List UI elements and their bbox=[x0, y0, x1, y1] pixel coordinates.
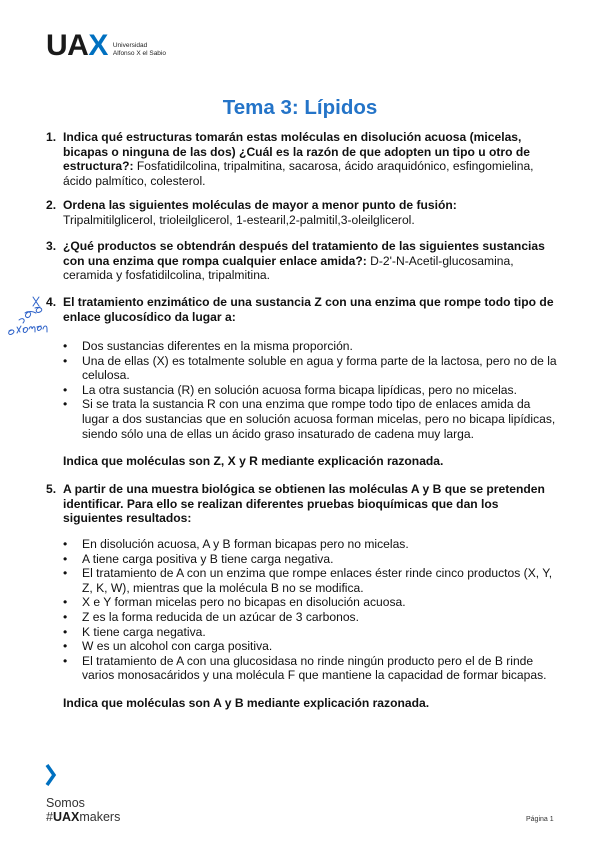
list-item: • A tiene carga positiva y B tiene carga negativa. bbox=[63, 552, 559, 567]
list-item: • W es un alcohol con carga positiva. bbox=[63, 639, 559, 654]
list-item: • La otra sustancia (R) en solución acuosa forma bicapa lipídicas, pero no micelas. bbox=[63, 383, 559, 398]
question-5-conclusion: Indica que moléculas son A y B mediante explicación razonada. bbox=[63, 696, 430, 710]
list-item: • Z es la forma reducida de un azúcar de 3 carbonos. bbox=[63, 610, 559, 625]
list-item: • Si se trata la sustancia R con una enzima que rompe todo tipo de enlaces amida da lugar a dos sustancias que en solución acuosa forman micelas, pero no bicapa lipídicas, siendo sólo una de ellas un ácido graso insaturado de cadena muy larga. bbox=[63, 397, 559, 441]
question-4: 4. El tratamiento enzimático de una sustancia Z con una enzima que rompe todo tipo de enlace glucosídico da lugar a: bbox=[46, 295, 554, 324]
footer-somos: Somos bbox=[46, 796, 85, 810]
list-item: • K tiene carga negativa. bbox=[63, 625, 559, 640]
list-item: • Dos sustancias diferentes en la misma proporción. bbox=[63, 339, 559, 354]
footer-hashtag: #UAXmakers bbox=[46, 810, 121, 824]
question-5: 5. A partir de una muestra biológica se obtienen las moléculas A y B que se pretenden identificar. Para ello se realizan diferentes pruebas bioquímicas que dan los siguientes resultados: bbox=[46, 482, 545, 526]
list-item: • En disolución acuosa, A y B forman bicapas pero no micelas. bbox=[63, 537, 559, 552]
chevron-right-icon bbox=[44, 762, 58, 788]
question-2: 2. Ordena las siguientes moléculas de mayor a menor punto de fusión: Tripalmitilglicerol, trioleilglicerol, 1-estearil,2-palmitil,3-oleilglicerol. bbox=[46, 198, 457, 227]
question-5-results bbox=[63, 537, 559, 683]
page-title: Tema 3: Lípidos bbox=[222, 96, 378, 119]
question-4-conclusion: Indica que moléculas son Z, X y R mediante explicación razonada. bbox=[63, 454, 444, 468]
handwritten-examen-annotation bbox=[5, 293, 53, 345]
question-3: 3. ¿Qué productos se obtendrán después del tratamiento de las siguientes sustancias con una enzima que rompa cualquier enlace amida?: D-2'-N-Acetil-glucosamina, ceramida y fosfatidilcolina, tripalmitina. bbox=[46, 239, 545, 283]
list-item: • El tratamiento de A con un enzima que rompe enlaces éster rinde cinco productos (X, Y, Z, K, W), mientras que la molécula B no se modifica. bbox=[63, 566, 559, 595]
logo-university-name: Universidad Alfonso X el Sabio bbox=[112, 42, 166, 57]
list-item: • X e Y forman micelas pero no bicapas en disolución acuosa. bbox=[63, 595, 559, 610]
logo-wordmark: UAX bbox=[46, 29, 108, 62]
page-number: Página 1 bbox=[526, 816, 554, 823]
question-1: 1. Indica qué estructuras tomarán estas moléculas en disolución acuosa (micelas, bicapas o ninguna de las dos) ¿Cuál es la razón de que adopten un tipo u otro de estructura?: Fosfatidilcolina, tripalmitina, sacarosa, ácido araquidónico, esfingomielina, ácido palmítico, colesterol. bbox=[46, 130, 534, 188]
list-item: • El tratamiento de A con una glucosidasa no rinde ningún producto pero el de B rinde varios monosacáridos y una molécula F que mantiene la capacidad de formar bicapas. bbox=[63, 654, 559, 683]
list-item: • Una de ellas (X) es totalmente soluble en agua y forma parte de la lactosa, pero no de la celulosa. bbox=[63, 354, 559, 383]
question-4-conditions bbox=[63, 339, 559, 441]
uax-logo bbox=[46, 29, 166, 62]
